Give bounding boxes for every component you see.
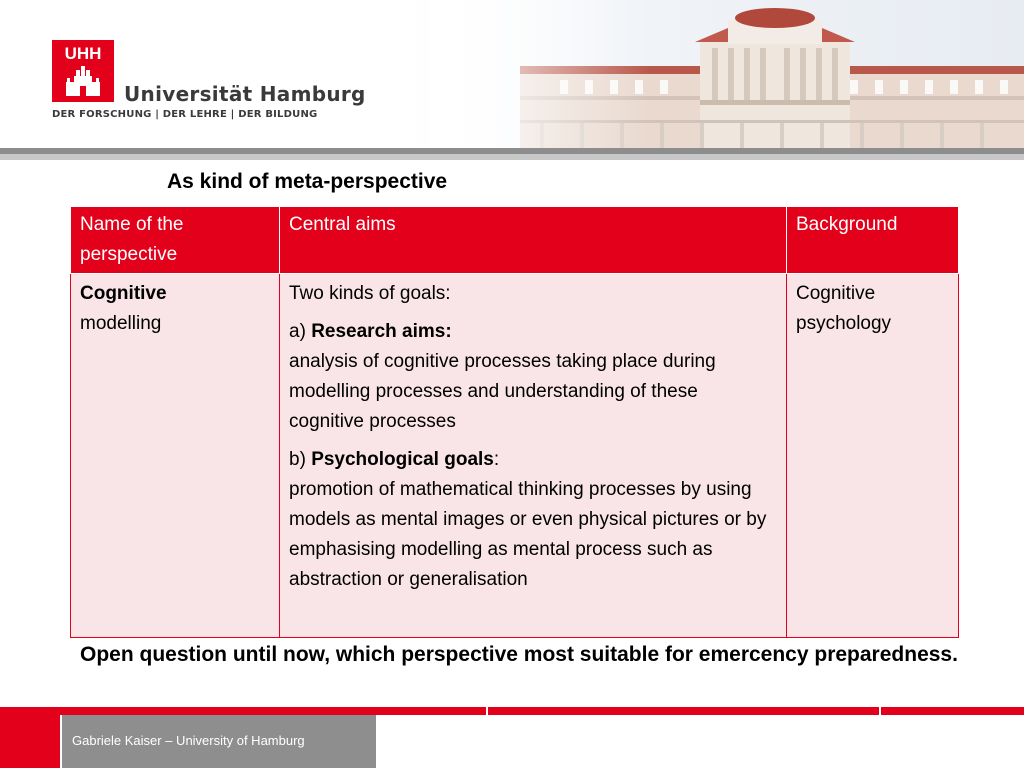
header-name-of-perspective: Name of the perspective	[71, 207, 280, 274]
university-building-illustration	[0, 0, 1024, 148]
aim-a-label: Research aims:	[311, 321, 452, 342]
footer-divider-tick	[879, 707, 881, 715]
cell-perspective-name	[71, 274, 280, 638]
open-question-text: Open question until now, which perspective most suitable for emercency preparedness.	[80, 643, 958, 666]
table-row	[71, 274, 959, 638]
perspective-table	[70, 206, 959, 638]
perspective-name-bold: Cognitive	[80, 283, 167, 304]
castle-icon	[52, 64, 114, 100]
cell-background: Cognitive psychology	[787, 274, 959, 638]
aim-b	[289, 445, 777, 595]
header-central-aims: Central aims	[280, 207, 787, 274]
footer-red-square	[0, 715, 60, 768]
footer-author: Gabriele Kaiser – University of Hamburg	[72, 733, 305, 748]
table-header-row	[71, 207, 959, 274]
aim-b-prefix: b)	[289, 449, 312, 470]
aim-b-label: Psychological goals	[311, 449, 494, 470]
aim-a-text: analysis of cognitive processes taking place during modelling processes and understanding of these cognitive processes	[289, 351, 716, 432]
slide-header	[0, 0, 1024, 170]
footer-divider-tick	[486, 707, 488, 715]
slide-title: As kind of meta-perspective	[167, 170, 448, 193]
university-motto: DER FORSCHUNG | DER LEHRE | DER BILDUNG	[52, 109, 318, 120]
cell-central-aims	[280, 274, 787, 638]
aim-b-text: promotion of mathematical thinking processes by using models as mental images or even physical pictures or by emphasising modelling as mental process such as abstraction or generalisation	[289, 479, 767, 590]
logo-text: UHH	[64, 44, 102, 63]
aim-a-prefix: a)	[289, 321, 312, 342]
header-divider-light	[0, 154, 1024, 160]
aim-a	[289, 317, 777, 437]
aims-intro: Two kinds of goals:	[289, 283, 451, 304]
header-background: Background	[787, 207, 959, 274]
footer-red-band	[0, 707, 1024, 715]
uhh-logo	[52, 40, 114, 102]
aim-b-colon: :	[493, 449, 500, 470]
university-name: Universität Hamburg	[124, 82, 366, 106]
perspective-name-rest: modelling	[80, 313, 162, 334]
